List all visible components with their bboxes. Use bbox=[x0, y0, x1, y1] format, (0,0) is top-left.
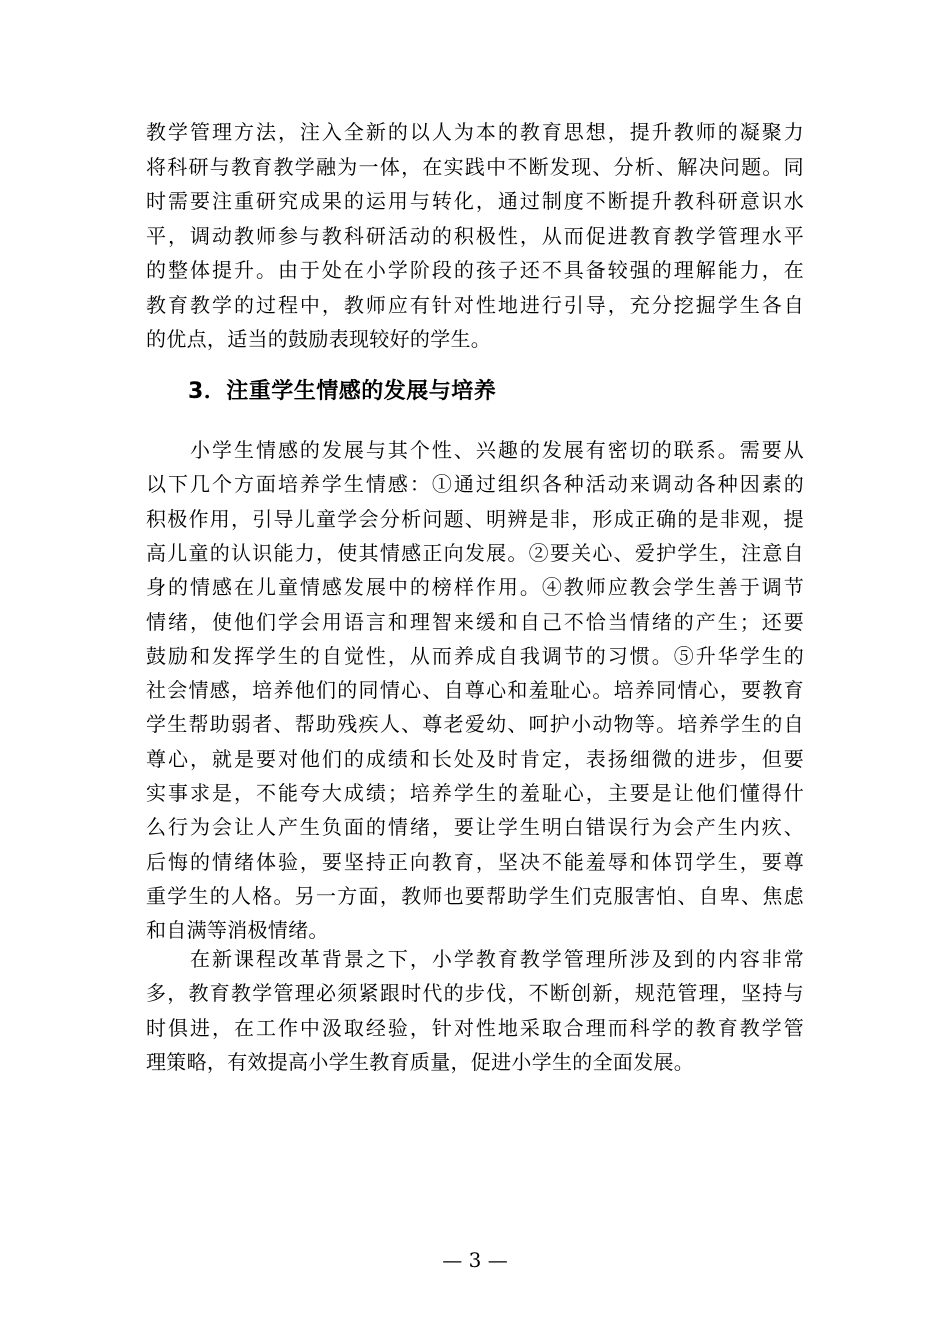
text-line: 后悔的情绪体验，要坚持正向教育，坚决不能羞辱和体罚学生，要尊 bbox=[146, 849, 804, 874]
text-line: 理策略，有效提高小学生教育质量，促进小学生的全面发展。 bbox=[146, 1049, 695, 1074]
text-line: 将科研与教育教学融为一体，在实践中不断发现、分析、解决问题。同 bbox=[146, 154, 804, 179]
text-line: 重学生的人格。另一方面，教师也要帮助学生们克服害怕、自卑、焦虑 bbox=[146, 883, 804, 908]
text-line: 身的情感在儿童情感发展中的榜样作用。④教师应教会学生善于调节 bbox=[146, 575, 804, 600]
text-line: 鼓励和发挥学生的自觉性，从而养成自我调节的习惯。⑤升华学生的 bbox=[146, 643, 804, 668]
text-line: 学生帮助弱者、帮助残疾人、尊老爱幼、呵护小动物等。培养学生的自 bbox=[146, 712, 804, 737]
text-line: 时俱进，在工作中汲取经验，针对性地采取合理而科学的教育教学管 bbox=[146, 1015, 804, 1040]
text-line: 社会情感，培养他们的同情心、自尊心和羞耻心。培养同情心，要教育 bbox=[146, 678, 804, 703]
text-line: 么行为会让人产生负面的情绪，要让学生明白错误行为会产生内疚、 bbox=[146, 815, 804, 840]
text-line: 平，调动教师参与教科研活动的积极性，从而促进教育教学管理水平 bbox=[146, 223, 804, 248]
text-line: 小学生情感的发展与其个性、兴趣的发展有密切的联系。需要从 bbox=[146, 438, 804, 462]
text-line: 时需要注重研究成果的运用与转化，通过制度不断提升教科研意识水 bbox=[146, 189, 804, 213]
text-line: 教学管理方法，注入全新的以人为本的教育思想，提升教师的凝聚力 bbox=[146, 120, 804, 144]
text-line: 以下几个方面培养学生情感：①通过组织各种活动来调动各种因素的 bbox=[146, 472, 804, 497]
text-line: 在新课程改革背景之下，小学教育教学管理所涉及到的内容非常 bbox=[146, 947, 804, 971]
text-line: 尊心，就是要对他们的成绩和长处及时肯定，表扬细微的进步，但要 bbox=[146, 746, 804, 771]
text-line: 的优点，适当的鼓励表现较好的学生。 bbox=[146, 327, 492, 351]
text-line: 情绪，使他们学会用语言和理智来缓和自己不恰当情绪的产生；还要 bbox=[146, 609, 804, 634]
text-line: 和自满等消极情绪。 bbox=[146, 918, 329, 943]
text-line: 教育教学的过程中，教师应有针对性地进行引导，充分挖掘学生各自 bbox=[146, 292, 804, 317]
text-line: 高儿童的认识能力，使其情感正向发展。②要关心、爱护学生，注意自 bbox=[146, 540, 804, 565]
text-line: 积极作用，引导儿童学会分析问题、明辨是非，形成正确的是非观，提 bbox=[146, 506, 804, 531]
text-line: 多，教育教学管理必须紧跟时代的步伐，不断创新，规范管理，坚持与 bbox=[146, 981, 804, 1006]
text-line: 的整体提升。由于处在小学阶段的孩子还不具备较强的理解能力，在 bbox=[146, 258, 804, 282]
section-heading: 3．注重学生情感的发展与培养 bbox=[188, 379, 497, 404]
text-line: 实事求是，不能夸大成绩；培养学生的羞耻心，主要是让他们懂得什 bbox=[146, 781, 804, 805]
page-number: — 3 — bbox=[442, 1248, 508, 1272]
